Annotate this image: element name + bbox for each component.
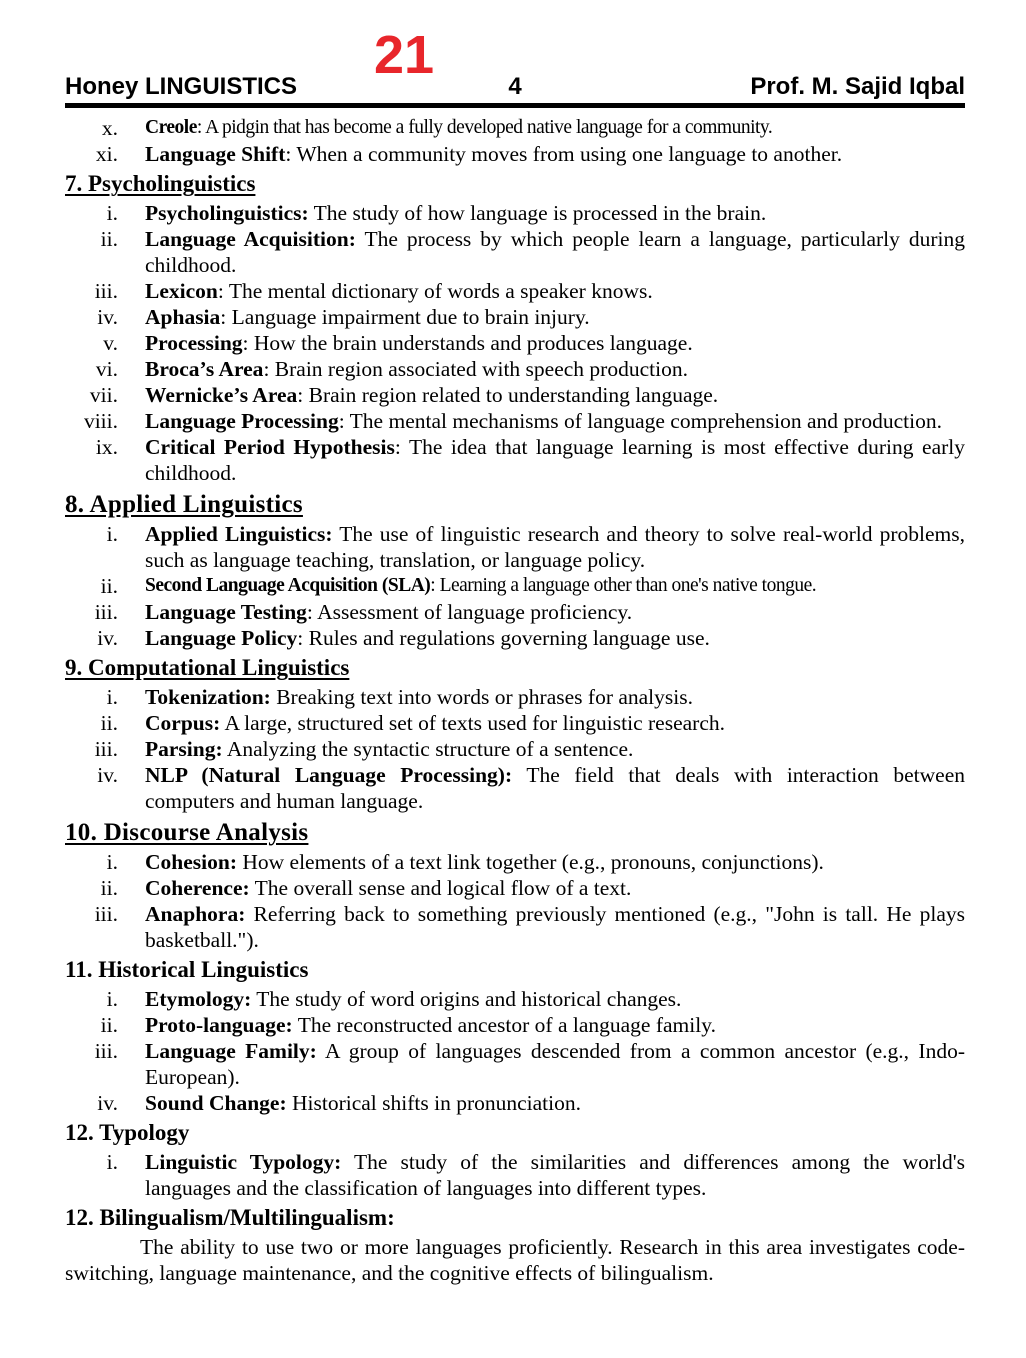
item-definition: The use of linguistic research and theory to solve real-world problems, such as language teaching, translation, or language policy. xyxy=(145,522,965,573)
item-text xyxy=(145,304,965,330)
item-term: Language Family: xyxy=(145,1039,317,1064)
list-item xyxy=(65,684,965,710)
section xyxy=(65,1119,965,1201)
item-definition: The study of word origins and historical changes. xyxy=(251,987,682,1012)
item-definition: Breaking text into words or phrases for analysis. xyxy=(270,685,693,710)
item-definition: : Brain region related to understanding language. xyxy=(297,383,719,408)
item-text xyxy=(145,521,965,573)
list-item xyxy=(65,736,965,762)
item-text xyxy=(145,875,965,901)
list-item xyxy=(65,408,965,434)
item-numeral: iii. xyxy=(94,600,118,625)
item-text xyxy=(145,330,965,356)
item-text xyxy=(145,901,965,953)
header-author-name: Prof. M. Sajid Iqbal xyxy=(750,73,966,100)
item-text xyxy=(145,434,965,486)
item-text xyxy=(145,762,965,814)
item-definition: A group of languages descended from a common ancestor (e.g., Indo-European). xyxy=(145,1039,965,1090)
item-definition: Historical shifts in pronunciation. xyxy=(286,1091,581,1116)
list-item xyxy=(65,599,965,625)
item-term: Language Shift xyxy=(145,142,286,167)
item-numeral: i. xyxy=(106,201,118,226)
item-numeral: ii. xyxy=(100,876,118,901)
item-numeral: iv. xyxy=(97,1091,118,1116)
list-item xyxy=(65,278,965,304)
section xyxy=(65,489,965,651)
item-numeral: iv. xyxy=(97,763,118,788)
item-definition: The field that deals with interaction between computers and human language. xyxy=(145,763,965,814)
item-term: Anaphora: xyxy=(145,902,246,927)
list-item xyxy=(65,141,965,167)
item-text xyxy=(145,226,965,278)
section xyxy=(65,956,965,1116)
item-numeral: ii. xyxy=(100,227,118,252)
item-term: Lexicon xyxy=(145,279,218,304)
item-term: Coherence: xyxy=(145,876,250,901)
item-numeral: iv. xyxy=(97,305,118,330)
list-item xyxy=(65,356,965,382)
list-item xyxy=(65,875,965,901)
item-term: Cohesion: xyxy=(145,850,237,875)
item-definition: : How the brain understands and produces language. xyxy=(242,331,693,356)
list-item xyxy=(65,986,965,1012)
list-item xyxy=(65,521,965,573)
item-text xyxy=(145,1149,965,1201)
item-term: Creole xyxy=(145,117,197,139)
item-text xyxy=(145,1038,965,1090)
section xyxy=(65,115,965,167)
document-body xyxy=(65,115,965,1285)
item-definition: The study of the similarities and differences among the world's languages and the classification of languages into different types. xyxy=(145,1149,965,1200)
section-heading: 8. Applied Linguistics xyxy=(65,491,303,519)
item-text xyxy=(145,115,965,141)
item-term: Sound Change: xyxy=(145,1091,287,1116)
item-definition: : Language impairment due to brain injury. xyxy=(220,305,590,330)
item-definition: : The idea that language learning is most effective during early childhood. xyxy=(145,435,965,486)
item-definition: : The mental mechanisms of language comprehension and production. xyxy=(338,409,942,434)
handwritten-page-number: 21 xyxy=(374,25,435,85)
list-item xyxy=(65,434,965,486)
item-term: Critical Period Hypothesis xyxy=(145,435,395,460)
section-heading: 12. Typology xyxy=(65,1120,190,1146)
item-term: Broca’s Area xyxy=(145,357,264,382)
item-definition: The study of how language is processed in the brain. xyxy=(308,201,767,226)
item-numeral: iii. xyxy=(94,737,118,762)
item-term: Proto-language: xyxy=(145,1013,293,1038)
list-item xyxy=(65,115,965,141)
item-text xyxy=(145,356,965,382)
section-heading: 7. Psycholinguistics xyxy=(65,171,256,197)
item-numeral: ii. xyxy=(100,711,118,736)
item-text xyxy=(145,849,965,875)
item-definition: Referring back to something previously mentioned (e.g., "John is tall. He plays basketball."). xyxy=(145,902,965,953)
list-item xyxy=(65,1038,965,1090)
item-text xyxy=(145,986,965,1012)
item-term: Applied Linguistics: xyxy=(145,522,333,547)
list-item xyxy=(65,1012,965,1038)
header-course-title: Honey LINGUISTICS xyxy=(65,73,298,100)
item-definition: : A pidgin that has become a fully developed native language for a community. xyxy=(196,117,773,139)
item-definition: : The mental dictionary of words a speaker knows. xyxy=(217,279,653,304)
item-term: Aphasia xyxy=(145,305,221,330)
section-heading: 11. Historical Linguistics xyxy=(65,957,309,983)
item-numeral: iii. xyxy=(94,279,118,304)
item-definition: The overall sense and logical flow of a text. xyxy=(249,876,632,901)
list-item xyxy=(65,1090,965,1116)
item-definition: The process by which people learn a language, particularly during childhood. xyxy=(145,227,965,278)
item-definition: Analyzing the syntactic structure of a sentence. xyxy=(222,737,634,762)
item-numeral: iv. xyxy=(97,626,118,651)
item-text xyxy=(145,278,965,304)
item-numeral: vi. xyxy=(95,357,118,382)
section xyxy=(65,170,965,486)
item-term: NLP (Natural Language Processing): xyxy=(145,763,513,788)
item-text xyxy=(145,684,965,710)
list-item xyxy=(65,1149,965,1201)
item-term: Parsing: xyxy=(145,737,223,762)
list-item xyxy=(65,573,965,599)
list-item xyxy=(65,304,965,330)
item-definition: : Brain region associated with speech production. xyxy=(263,357,688,382)
item-numeral: v. xyxy=(103,331,118,356)
item-definition: The reconstructed ancestor of a language family. xyxy=(292,1013,716,1038)
item-numeral: viii. xyxy=(83,409,118,434)
item-term: Psycholinguistics: xyxy=(145,201,309,226)
item-numeral: vii. xyxy=(89,383,118,408)
section-heading: 12. Bilingualism/Multilingualism: xyxy=(65,1204,395,1230)
item-numeral: iii. xyxy=(94,902,118,927)
item-numeral: ix. xyxy=(95,435,118,460)
list-item xyxy=(65,901,965,953)
header-page-number: 4 xyxy=(508,73,522,100)
item-numeral: x. xyxy=(101,116,118,141)
item-text xyxy=(145,736,965,762)
item-numeral: i. xyxy=(106,685,118,710)
list-item xyxy=(65,200,965,226)
page-header xyxy=(65,74,965,108)
item-numeral: i. xyxy=(106,1149,118,1174)
item-numeral: ii. xyxy=(100,574,118,599)
item-term: Language Processing xyxy=(145,409,339,434)
item-term: Language Testing xyxy=(145,600,307,625)
list-item xyxy=(65,762,965,814)
item-definition: How elements of a text link together (e.g., pronouns, conjunctions). xyxy=(236,850,824,875)
section-heading: 10. Discourse Analysis xyxy=(65,819,309,847)
item-term: Etymology: xyxy=(145,987,252,1012)
item-text xyxy=(145,1012,965,1038)
item-term: Corpus: xyxy=(145,711,221,736)
item-definition: : When a community moves from using one language to another. xyxy=(285,142,843,167)
list-item xyxy=(65,625,965,651)
section xyxy=(65,817,965,953)
item-term: Processing xyxy=(145,331,243,356)
item-term: Tokenization: xyxy=(145,685,271,710)
item-text xyxy=(145,599,965,625)
item-numeral: iii. xyxy=(94,1039,118,1064)
item-definition: : Assessment of language proficiency. xyxy=(306,600,633,625)
item-term: Second Language Acquisition (SLA) xyxy=(145,575,431,597)
item-text xyxy=(145,200,965,226)
item-text xyxy=(145,710,965,736)
item-numeral: ii. xyxy=(100,1013,118,1038)
item-numeral: i. xyxy=(106,522,118,547)
item-definition: : Learning a language other than one's native tongue. xyxy=(430,575,817,597)
item-term: Wernicke’s Area xyxy=(145,383,298,408)
list-item xyxy=(65,710,965,736)
item-term: Linguistic Typology: xyxy=(145,1149,342,1174)
item-numeral: i. xyxy=(106,987,118,1012)
item-text xyxy=(145,141,965,167)
item-term: Language Policy xyxy=(145,626,298,651)
item-definition: : Rules and regulations governing language use. xyxy=(297,626,710,651)
item-text xyxy=(145,408,965,434)
section xyxy=(65,654,965,814)
list-item xyxy=(65,226,965,278)
list-item xyxy=(65,330,965,356)
item-text xyxy=(145,382,965,408)
item-numeral: i. xyxy=(106,850,118,875)
item-text xyxy=(145,1090,965,1116)
section xyxy=(65,1204,965,1286)
item-term: Language Acquisition: xyxy=(145,227,356,252)
section-paragraph: The ability to use two or more languages proficiently. Research in this area investigates code-switching, language maintenance, and the cognitive effects of bilingualism. xyxy=(65,1234,965,1285)
item-text xyxy=(145,625,965,651)
item-numeral: xi. xyxy=(95,142,118,167)
item-text xyxy=(145,573,965,599)
list-item xyxy=(65,382,965,408)
item-definition: A large, structured set of texts used for linguistic research. xyxy=(220,711,725,736)
section-heading: 9. Computational Linguistics xyxy=(65,655,350,681)
list-item xyxy=(65,849,965,875)
